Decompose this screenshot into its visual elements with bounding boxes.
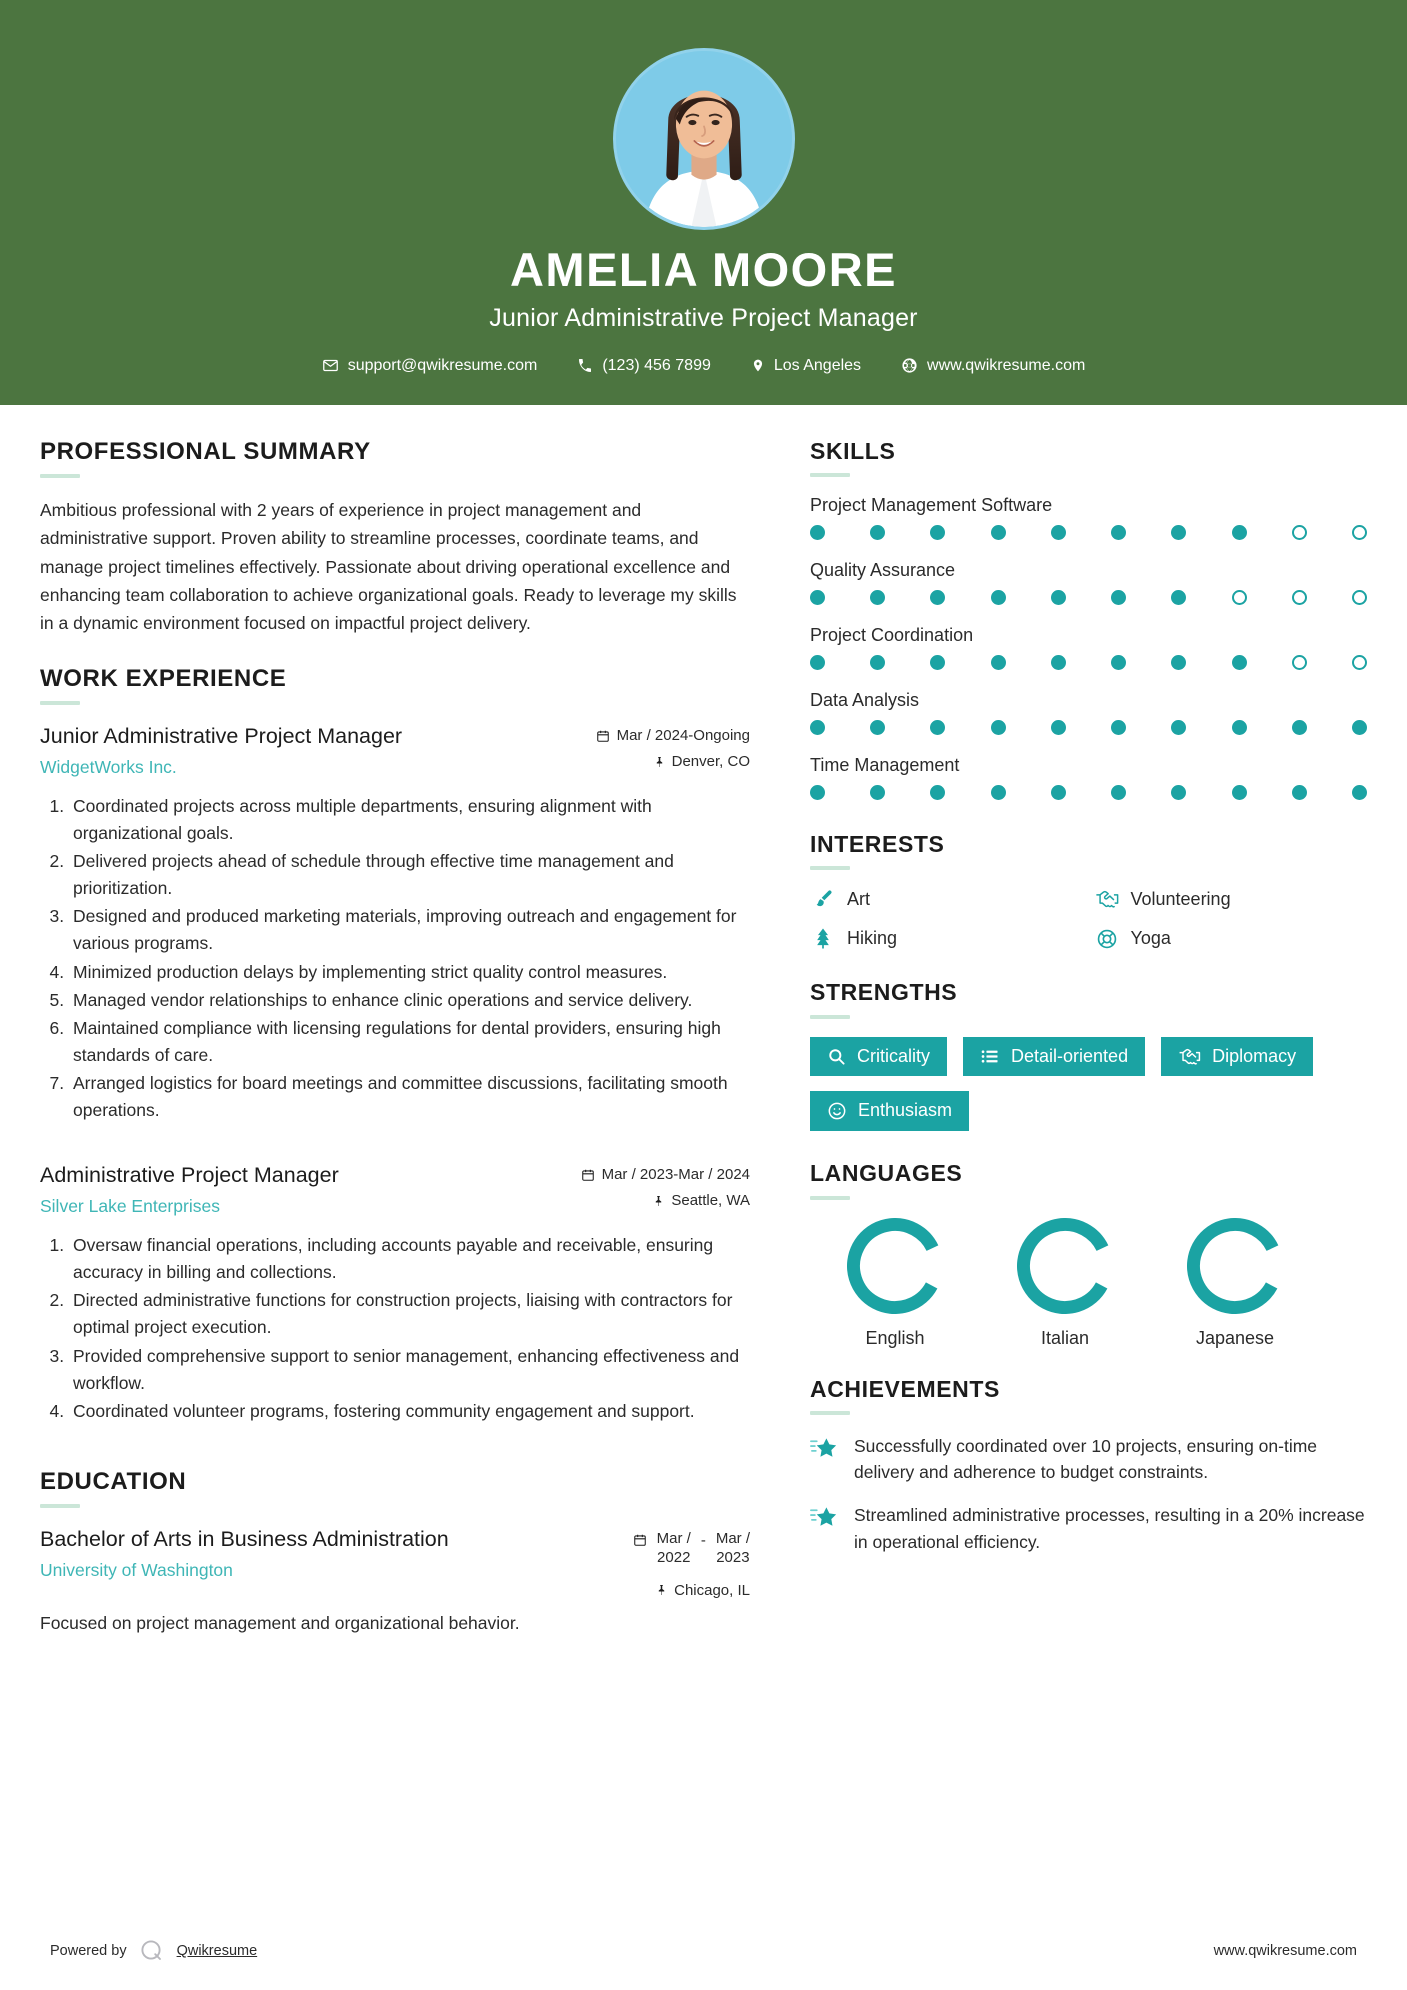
achievement-item bbox=[810, 1502, 1367, 1555]
resume-header bbox=[0, 0, 1407, 405]
summary-text: Ambitious professional with 2 years of experience in project management and administrative support. Proven ability to streamline processes, coordinate teams, and manage project timelines effectively. Passionate about driving operational excellence and enhancing team collaboration to achieve organizational goals. Ready to leverage my skills in a dynamic environment focused on impactful project delivery. bbox=[40, 500, 737, 634]
skill-dot-filled bbox=[810, 590, 825, 605]
job-location bbox=[581, 1192, 750, 1209]
experience-item bbox=[40, 723, 750, 1124]
strength-chip-criticality[interactable] bbox=[810, 1037, 947, 1077]
school-name: University of Washington bbox=[40, 1560, 233, 1581]
skill-dot-filled bbox=[991, 590, 1006, 605]
contact-website-text: www.qwikresume.com bbox=[927, 356, 1086, 374]
interest-item bbox=[810, 888, 1084, 910]
header-subtitle: Junior Administrative Project Manager bbox=[489, 303, 918, 332]
contact-phone-text: (123) 456 7899 bbox=[602, 356, 711, 374]
skill-dot-empty bbox=[1352, 590, 1367, 605]
skill-dot-filled bbox=[930, 525, 945, 540]
skill-dot-filled bbox=[810, 655, 825, 670]
qwikresume-logo-icon bbox=[139, 1938, 165, 1964]
job-dates-text: Mar / 2024-Ongoing bbox=[616, 727, 750, 745]
skill-label: Data Analysis bbox=[810, 689, 920, 710]
skill-dot-empty bbox=[1232, 590, 1247, 605]
list-item: 4. Minimized production delays by implementing strict quality control measures. bbox=[69, 959, 750, 986]
handshake-icon bbox=[1094, 888, 1120, 910]
education-start bbox=[657, 1530, 691, 1568]
section-achievements bbox=[810, 1377, 1367, 1555]
skill-dot-empty bbox=[1292, 655, 1307, 670]
language-item bbox=[810, 1218, 980, 1349]
skill-dot-filled bbox=[1292, 785, 1307, 800]
experience-item bbox=[40, 1162, 750, 1425]
education-end bbox=[716, 1530, 750, 1568]
profile-photo-icon bbox=[616, 51, 792, 227]
page-footer bbox=[0, 1938, 1407, 1990]
skill-dot-filled bbox=[1051, 720, 1066, 735]
job-company: WidgetWorks Inc. bbox=[40, 757, 177, 778]
skill-dot-filled bbox=[991, 785, 1006, 800]
section-divider bbox=[810, 473, 850, 477]
skill-dot-filled bbox=[930, 655, 945, 670]
skill-dot-filled bbox=[1171, 785, 1186, 800]
skill-item bbox=[810, 495, 1367, 540]
contact-phone[interactable] bbox=[557, 357, 731, 375]
skill-dot-filled bbox=[1232, 785, 1247, 800]
footer-website[interactable]: www.qwikresume.com bbox=[1213, 1943, 1357, 1959]
skill-item bbox=[810, 690, 1367, 735]
footer-powered-by bbox=[50, 1938, 257, 1964]
skill-dot-filled bbox=[810, 720, 825, 735]
skill-dot-empty bbox=[1352, 655, 1367, 670]
language-item bbox=[1150, 1218, 1320, 1349]
skill-dot-filled bbox=[991, 525, 1006, 540]
lifebuoy-icon bbox=[1094, 928, 1120, 950]
job-dates bbox=[596, 727, 750, 744]
handshake-icon bbox=[1178, 1047, 1201, 1066]
skill-dot-filled bbox=[991, 720, 1006, 735]
strength-label: Enthusiasm bbox=[858, 1100, 953, 1121]
skill-rating bbox=[810, 655, 1367, 670]
education-end-month: Mar / bbox=[715, 1530, 750, 1548]
section-professional-summary bbox=[40, 439, 750, 638]
skill-dot-filled bbox=[1051, 785, 1066, 800]
list-item: 4. Coordinated volunteer programs, fostering community engagement and support. bbox=[69, 1398, 750, 1425]
skill-dot-filled bbox=[930, 720, 945, 735]
strength-label: Detail-oriented bbox=[1011, 1045, 1129, 1066]
strength-chip-diplomacy[interactable] bbox=[1161, 1037, 1313, 1077]
date-separator: - bbox=[700, 1532, 706, 1550]
avatar bbox=[613, 48, 795, 230]
skill-dot-filled bbox=[1171, 655, 1186, 670]
footer-powered-label: Powered by bbox=[50, 1943, 127, 1959]
skill-rating bbox=[810, 590, 1367, 605]
skill-label: Project Management Software bbox=[810, 494, 1053, 515]
page-title: AMELIA MOORE bbox=[509, 243, 898, 296]
education-end-year: 2023 bbox=[716, 1549, 750, 1567]
section-languages bbox=[810, 1161, 1367, 1348]
skill-dot-filled bbox=[1352, 785, 1367, 800]
skill-dot-filled bbox=[1171, 720, 1186, 735]
skill-dot-filled bbox=[810, 785, 825, 800]
skill-dot-filled bbox=[1111, 655, 1126, 670]
skill-dot-filled bbox=[870, 655, 885, 670]
language-label: Italian bbox=[1040, 1327, 1090, 1348]
job-bullets bbox=[40, 793, 750, 1125]
language-item bbox=[980, 1218, 1150, 1349]
pin-icon bbox=[655, 1583, 667, 1597]
skill-rating bbox=[810, 720, 1367, 735]
pin-icon bbox=[653, 755, 665, 769]
achievements-heading: ACHIEVEMENTS bbox=[810, 1375, 1000, 1402]
strength-label: Criticality bbox=[857, 1045, 931, 1066]
interest-item bbox=[1094, 888, 1368, 910]
job-location-text: Seattle, WA bbox=[671, 1192, 750, 1210]
skill-dot-filled bbox=[810, 525, 825, 540]
achievement-item bbox=[810, 1433, 1367, 1486]
skill-dot-filled bbox=[1051, 525, 1066, 540]
skill-item bbox=[810, 625, 1367, 670]
skill-label: Time Management bbox=[810, 754, 960, 775]
language-label: Japanese bbox=[1195, 1327, 1275, 1348]
smiley-icon bbox=[827, 1101, 847, 1121]
skill-dot-filled bbox=[1232, 720, 1247, 735]
magnifier-icon bbox=[827, 1047, 846, 1066]
language-ring bbox=[980, 1218, 1150, 1314]
languages-heading: LANGUAGES bbox=[810, 1160, 963, 1187]
contact-website[interactable] bbox=[881, 357, 1105, 375]
skill-dot-filled bbox=[1051, 590, 1066, 605]
section-skills bbox=[810, 439, 1367, 800]
skill-label: Quality Assurance bbox=[810, 559, 956, 580]
skill-dot-filled bbox=[1232, 655, 1247, 670]
contact-location[interactable] bbox=[731, 357, 881, 375]
job-bullets bbox=[40, 1232, 750, 1425]
job-location bbox=[596, 753, 750, 770]
contact-location-text: Los Angeles bbox=[773, 356, 862, 374]
section-interests bbox=[810, 832, 1367, 950]
section-divider bbox=[810, 866, 850, 870]
skill-dot-filled bbox=[1352, 720, 1367, 735]
list-item: 1. Oversaw financial operations, including accounts payable and receivable, ensuring accuracy in billing and collections. bbox=[69, 1232, 750, 1286]
left-column bbox=[40, 405, 800, 1938]
skill-dot-filled bbox=[1232, 525, 1247, 540]
interest-label: Volunteering bbox=[1130, 888, 1231, 909]
section-strengths bbox=[810, 980, 1367, 1131]
skill-item bbox=[810, 560, 1367, 605]
job-dates bbox=[581, 1166, 750, 1183]
paint-brush-icon bbox=[810, 888, 836, 910]
section-divider bbox=[810, 1015, 850, 1019]
interests-heading: INTERESTS bbox=[810, 830, 945, 857]
contact-email[interactable] bbox=[302, 357, 558, 375]
skill-rating bbox=[810, 525, 1367, 540]
tree-icon bbox=[810, 927, 836, 950]
list-item: 2. Delivered projects ahead of schedule through effective time management and prioritization. bbox=[69, 848, 750, 902]
skill-dot-filled bbox=[1292, 720, 1307, 735]
pin-icon bbox=[652, 1194, 664, 1208]
section-education bbox=[40, 1469, 750, 1636]
interest-label: Hiking bbox=[847, 928, 898, 949]
job-company: Silver Lake Enterprises bbox=[40, 1196, 220, 1217]
section-divider bbox=[40, 1504, 80, 1508]
skill-dot-filled bbox=[930, 785, 945, 800]
interest-label: Art bbox=[847, 888, 871, 909]
achievement-text: Successfully coordinated over 10 projects, ensuring on-time delivery and adherence to budget constraints. bbox=[854, 1435, 1318, 1483]
skill-dot-empty bbox=[1292, 525, 1307, 540]
globe-icon bbox=[901, 357, 918, 374]
strength-label: Diplomacy bbox=[1212, 1045, 1297, 1066]
star-shooting-icon bbox=[810, 1502, 840, 1529]
skill-label: Project Coordination bbox=[810, 624, 974, 645]
skill-dot-filled bbox=[1111, 785, 1126, 800]
calendar-icon bbox=[596, 729, 610, 743]
skill-dot-filled bbox=[870, 525, 885, 540]
work-heading: WORK EXPERIENCE bbox=[40, 664, 287, 692]
phone-icon bbox=[577, 358, 593, 374]
summary-heading: PROFESSIONAL SUMMARY bbox=[40, 437, 371, 465]
section-divider bbox=[810, 1196, 850, 1200]
strength-chip-detail-oriented[interactable] bbox=[963, 1037, 1145, 1077]
skill-dot-filled bbox=[870, 590, 885, 605]
strengths-heading: STRENGTHS bbox=[810, 979, 958, 1006]
footer-brand-link[interactable]: Qwikresume bbox=[176, 1943, 258, 1959]
interest-item bbox=[810, 927, 1084, 950]
list-item: 7. Arranged logistics for board meetings and committee discussions, facilitating smooth operations. bbox=[69, 1070, 750, 1124]
language-ring bbox=[810, 1218, 980, 1314]
list-item: 3. Designed and produced marketing materials, improving outreach and engagement for various programs. bbox=[69, 903, 750, 957]
education-description: Focused on project management and organizational behavior. bbox=[40, 1612, 520, 1633]
skill-item bbox=[810, 755, 1367, 800]
skill-dot-filled bbox=[1111, 720, 1126, 735]
education-start-year: 2022 bbox=[657, 1549, 691, 1567]
job-role: Administrative Project Manager bbox=[40, 1163, 339, 1188]
job-dates-text: Mar / 2023-Mar / 2024 bbox=[601, 1166, 750, 1184]
calendar-icon bbox=[633, 1530, 647, 1553]
list-item: 2. Directed administrative functions for construction projects, liaising with contractors for optimal project execution. bbox=[69, 1287, 750, 1341]
section-divider bbox=[40, 474, 80, 478]
calendar-icon bbox=[581, 1168, 595, 1182]
job-location-text: Denver, CO bbox=[671, 753, 750, 771]
list-icon bbox=[980, 1047, 1000, 1066]
skill-dot-filled bbox=[930, 590, 945, 605]
location-pin-icon bbox=[751, 357, 765, 374]
achievement-text: Streamlined administrative processes, resulting in a 20% increase in operational efficiency. bbox=[854, 1505, 1365, 1552]
skill-dot-filled bbox=[1171, 590, 1186, 605]
section-divider bbox=[40, 701, 80, 705]
interest-label: Yoga bbox=[1130, 928, 1171, 949]
section-divider bbox=[810, 1411, 850, 1415]
degree-title: Bachelor of Arts in Business Administration bbox=[40, 1527, 449, 1552]
skill-dot-filled bbox=[1171, 525, 1186, 540]
skill-dot-filled bbox=[870, 720, 885, 735]
list-item: 5. Managed vendor relationships to enhance clinic operations and service delivery. bbox=[69, 987, 750, 1014]
skill-dot-empty bbox=[1352, 525, 1367, 540]
email-icon bbox=[322, 357, 339, 374]
education-heading: EDUCATION bbox=[40, 1467, 187, 1495]
list-item: 1. Coordinated projects across multiple departments, ensuring alignment with organizational goals. bbox=[69, 793, 750, 847]
education-location bbox=[633, 1582, 750, 1599]
skill-dot-filled bbox=[1111, 525, 1126, 540]
skill-dot-filled bbox=[870, 785, 885, 800]
skill-rating bbox=[810, 785, 1367, 800]
section-work-experience bbox=[40, 666, 750, 1425]
right-column bbox=[800, 405, 1367, 1938]
language-label: English bbox=[865, 1327, 925, 1348]
interest-item bbox=[1094, 927, 1368, 950]
list-item: 3. Provided comprehensive support to senior management, enhancing effectiveness and workflow. bbox=[69, 1343, 750, 1397]
language-ring bbox=[1150, 1218, 1320, 1314]
skill-dot-filled bbox=[991, 655, 1006, 670]
skill-dot-filled bbox=[1111, 590, 1126, 605]
contact-email-text: support@qwikresume.com bbox=[347, 356, 538, 374]
education-start-month: Mar / bbox=[656, 1530, 691, 1548]
skill-dot-filled bbox=[1051, 655, 1066, 670]
education-dates bbox=[633, 1530, 750, 1568]
resume-body bbox=[0, 405, 1407, 1938]
education-location-text: Chicago, IL bbox=[674, 1581, 750, 1599]
skills-heading: SKILLS bbox=[810, 437, 896, 464]
contact-row bbox=[0, 357, 1407, 375]
skill-dot-empty bbox=[1292, 590, 1307, 605]
star-shooting-icon bbox=[810, 1433, 840, 1460]
list-item: 6. Maintained compliance with licensing regulations for dental providers, ensuring high standards of care. bbox=[69, 1015, 750, 1069]
strength-chip-enthusiasm[interactable] bbox=[810, 1091, 969, 1131]
job-role: Junior Administrative Project Manager bbox=[40, 724, 403, 749]
